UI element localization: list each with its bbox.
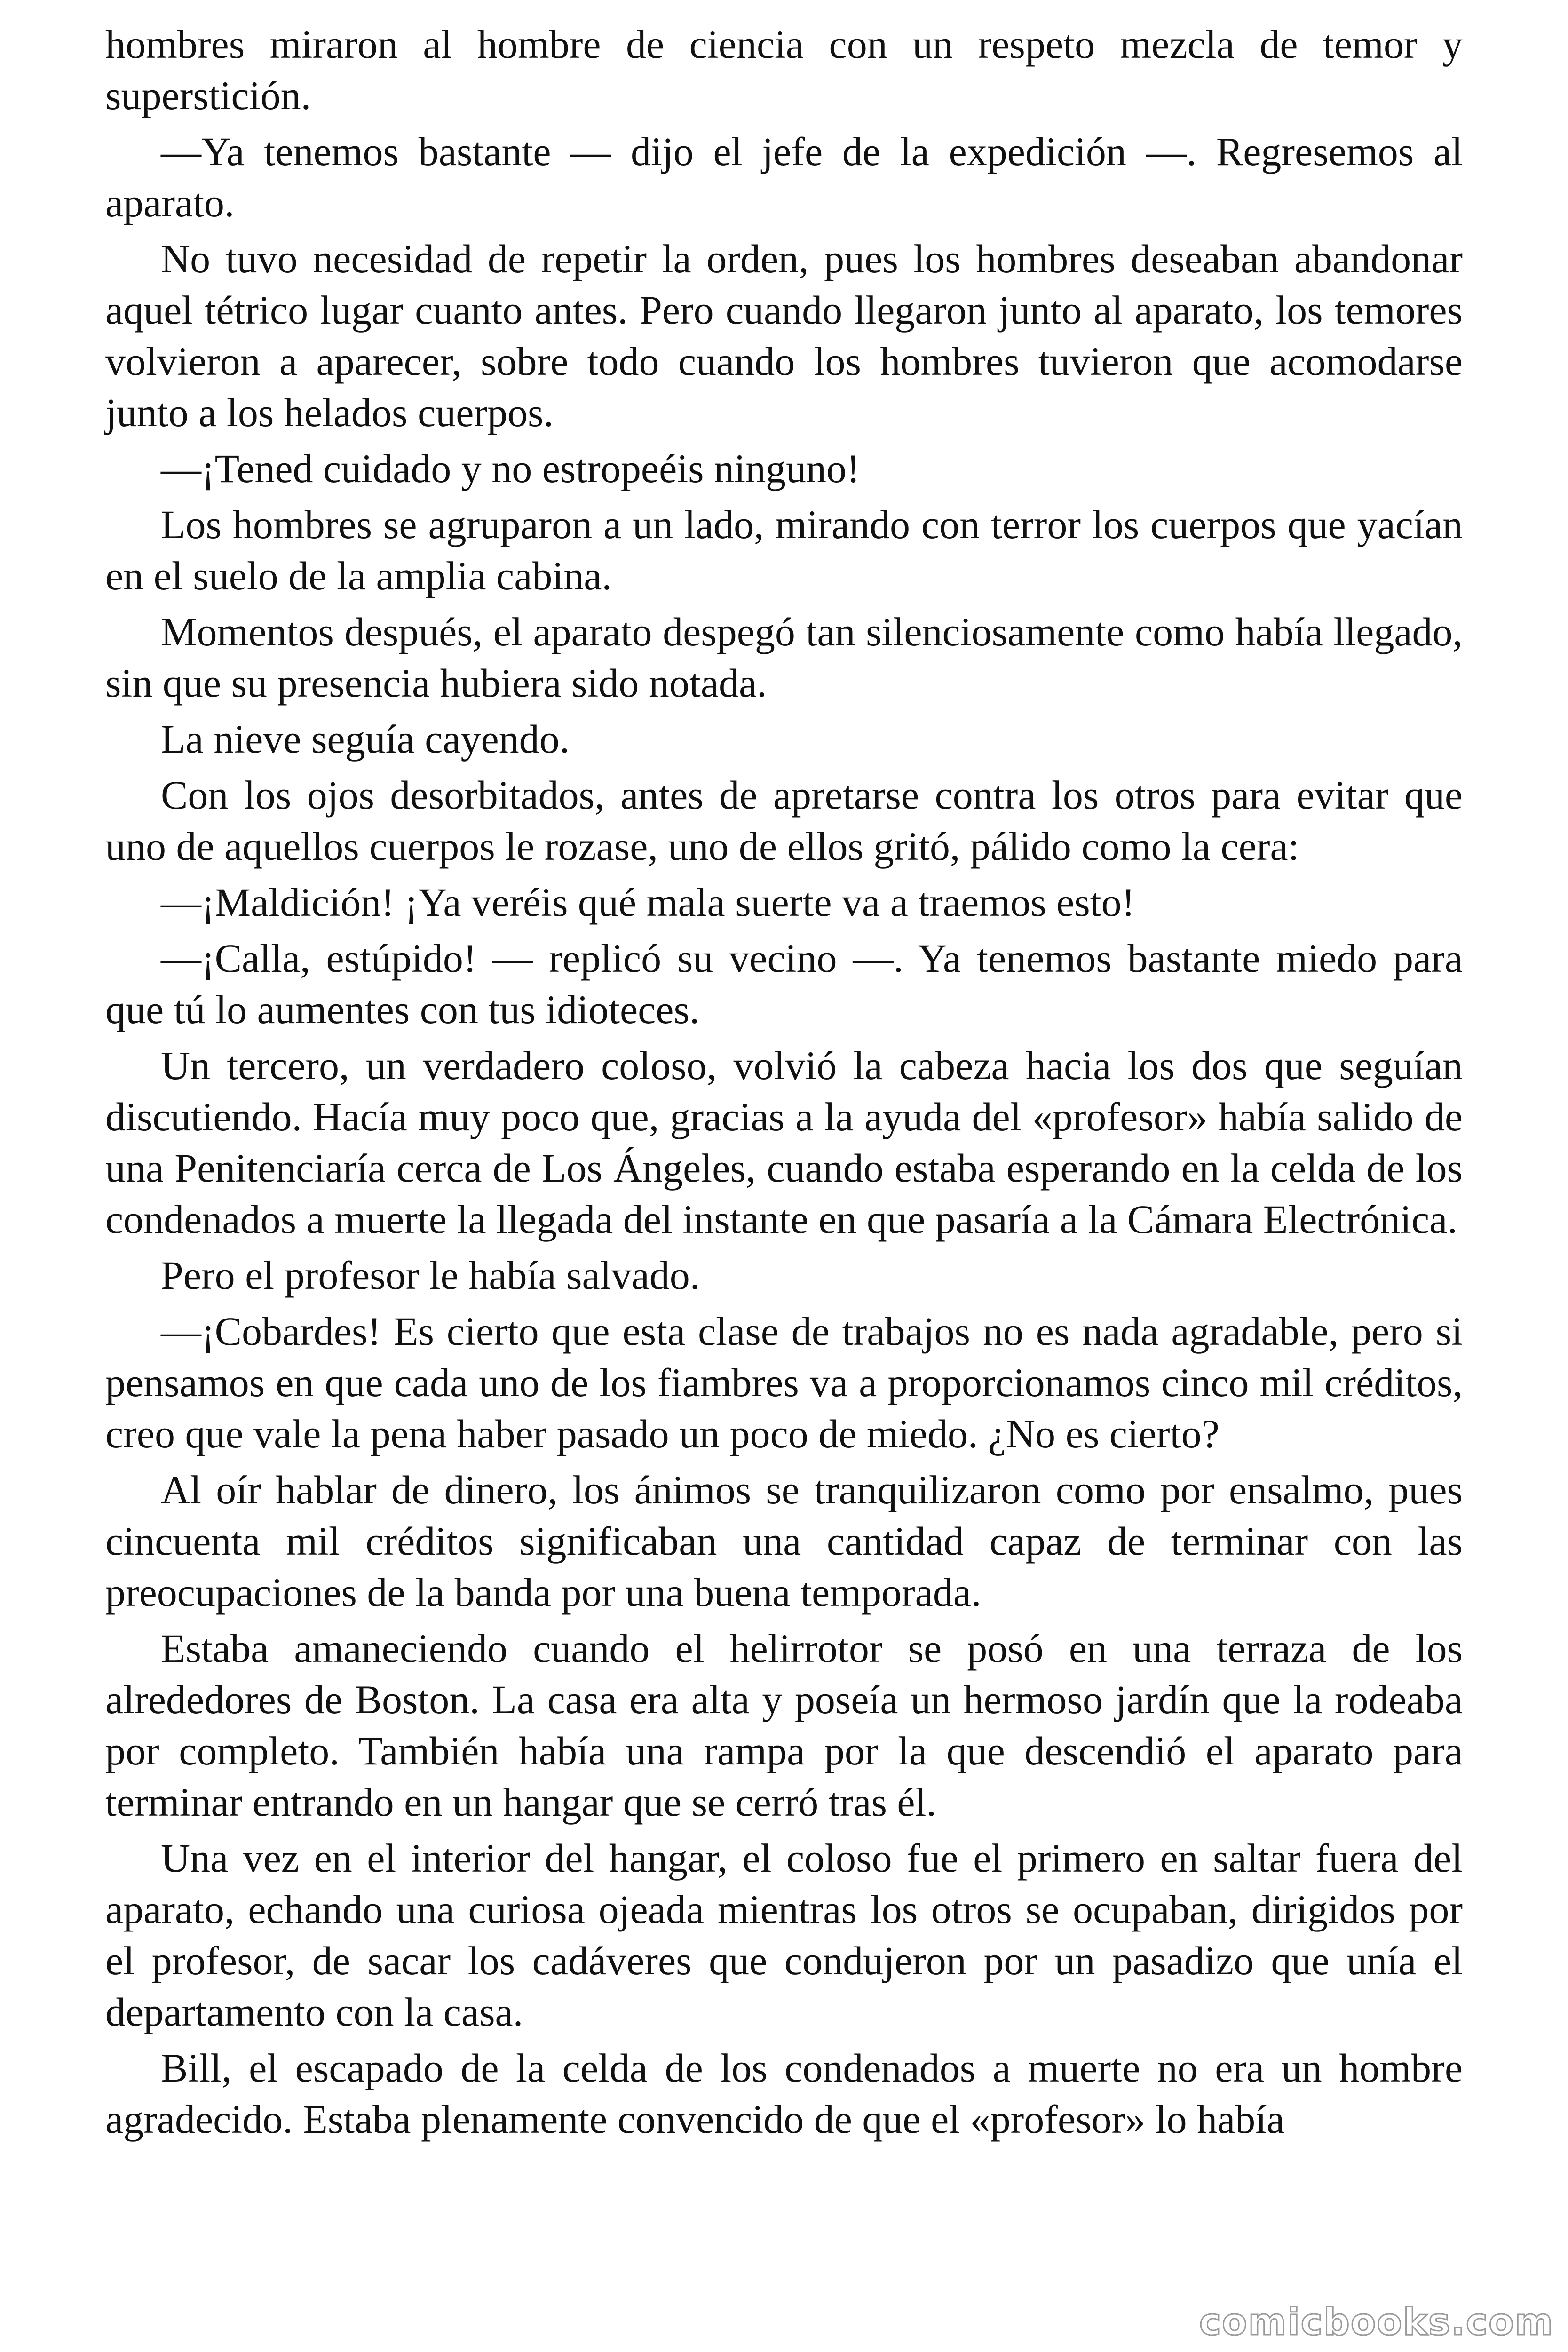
paragraph: —Ya tenemos bastante — dijo el jefe de la expedición —. Regresemos al aparato. [105,129,1463,225]
site-watermark: comicbooks.com [1199,2301,1554,2344]
paragraph: Un tercero, un verdadero coloso, volvió la cabeza hacia los dos que seguían discutiendo. Hacía muy poco que, gracias a la ayuda del «profesor» había salido de una Penitenciaría cerca de Los Ángeles, cuando estaba esperando en la celda de los condenados a muerte la llegada del instante en que pasaría a la Cámara Electrónica. [105,1043,1463,1242]
paragraph: Bill, el escapado de la celda de los condenados a muerte no era un hombre agradecido. Estaba plenamente convencido de que el «profesor» lo había [105,2045,1463,2142]
paragraph: Al oír hablar de dinero, los ánimos se tranquilizaron como por ensalmo, pues cincuenta mil créditos significaban una cantidad capaz de terminar con las preocupaciones de la banda por una buena temporada. [105,1467,1463,1615]
paragraph: —¡Cobardes! Es cierto que esta clase de trabajos no es nada agradable, pero si pensamos en que cada uno de los fiambres va a proporcionamos cinco mil créditos, creo que vale la pena haber pasado un poco de miedo. ¿No es cierto? [105,1309,1463,1456]
paragraph: La nieve seguía cayendo. [161,716,570,762]
paragraph: Los hombres se agruparon a un lado, mirando con terror los cuerpos que yacían en el suelo de la amplia cabina. [105,502,1463,598]
book-page-text [105,19,1463,2150]
paragraph: Con los ojos desorbitados, antes de apretarse contra los otros para evitar que uno de aquellos cuerpos le rozase, uno de ellos gritó, pálido como la cera: [105,772,1463,869]
paragraph: No tuvo necesidad de repetir la orden, pues los hombres deseaban abandonar aquel tétrico lugar cuanto antes. Pero cuando llegaron junto al aparato, los temores volvieron a aparecer, sobre todo cuando los hombres tuvieron que acomodarse junto a los helados cuerpos. [105,236,1463,435]
paragraph: —¡Maldición! ¡Ya veréis qué mala suerte va a traemos esto! [161,880,1135,925]
paragraph: —¡Tened cuidado y no estropeéis ninguno! [161,446,860,491]
paragraph: Momentos después, el aparato despegó tan silenciosamente como había llegado, sin que su presencia hubiera sido notada. [105,609,1463,706]
paragraph: Estaba amaneciendo cuando el helirrotor se posó en una terraza de los alrededores de Boston. La casa era alta y poseía un hermoso jardín que la rodeaba por completo. También había una rampa por la que descendió el aparato para terminar entrando en un hangar que se cerró tras él. [105,1626,1463,1825]
paragraph: Pero el profesor le había salvado. [161,1253,700,1298]
paragraph: Una vez en el interior del hangar, el coloso fue el primero en saltar fuera del aparato, echando una curiosa ojeada mientras los otros se ocupaban, dirigidos por el profesor, de sacar los cadáveres que condujeron por un pasadizo que unía el departamento con la casa. [105,1836,1463,2034]
paragraph: —¡Calla, estúpido! — replicó su vecino —. Ya tenemos bastante miedo para que tú lo aumentes con tus idioteces. [105,936,1463,1032]
paragraph: hombres miraron al hombre de ciencia con un respeto mezcla de temor y superstición. [105,22,1463,118]
